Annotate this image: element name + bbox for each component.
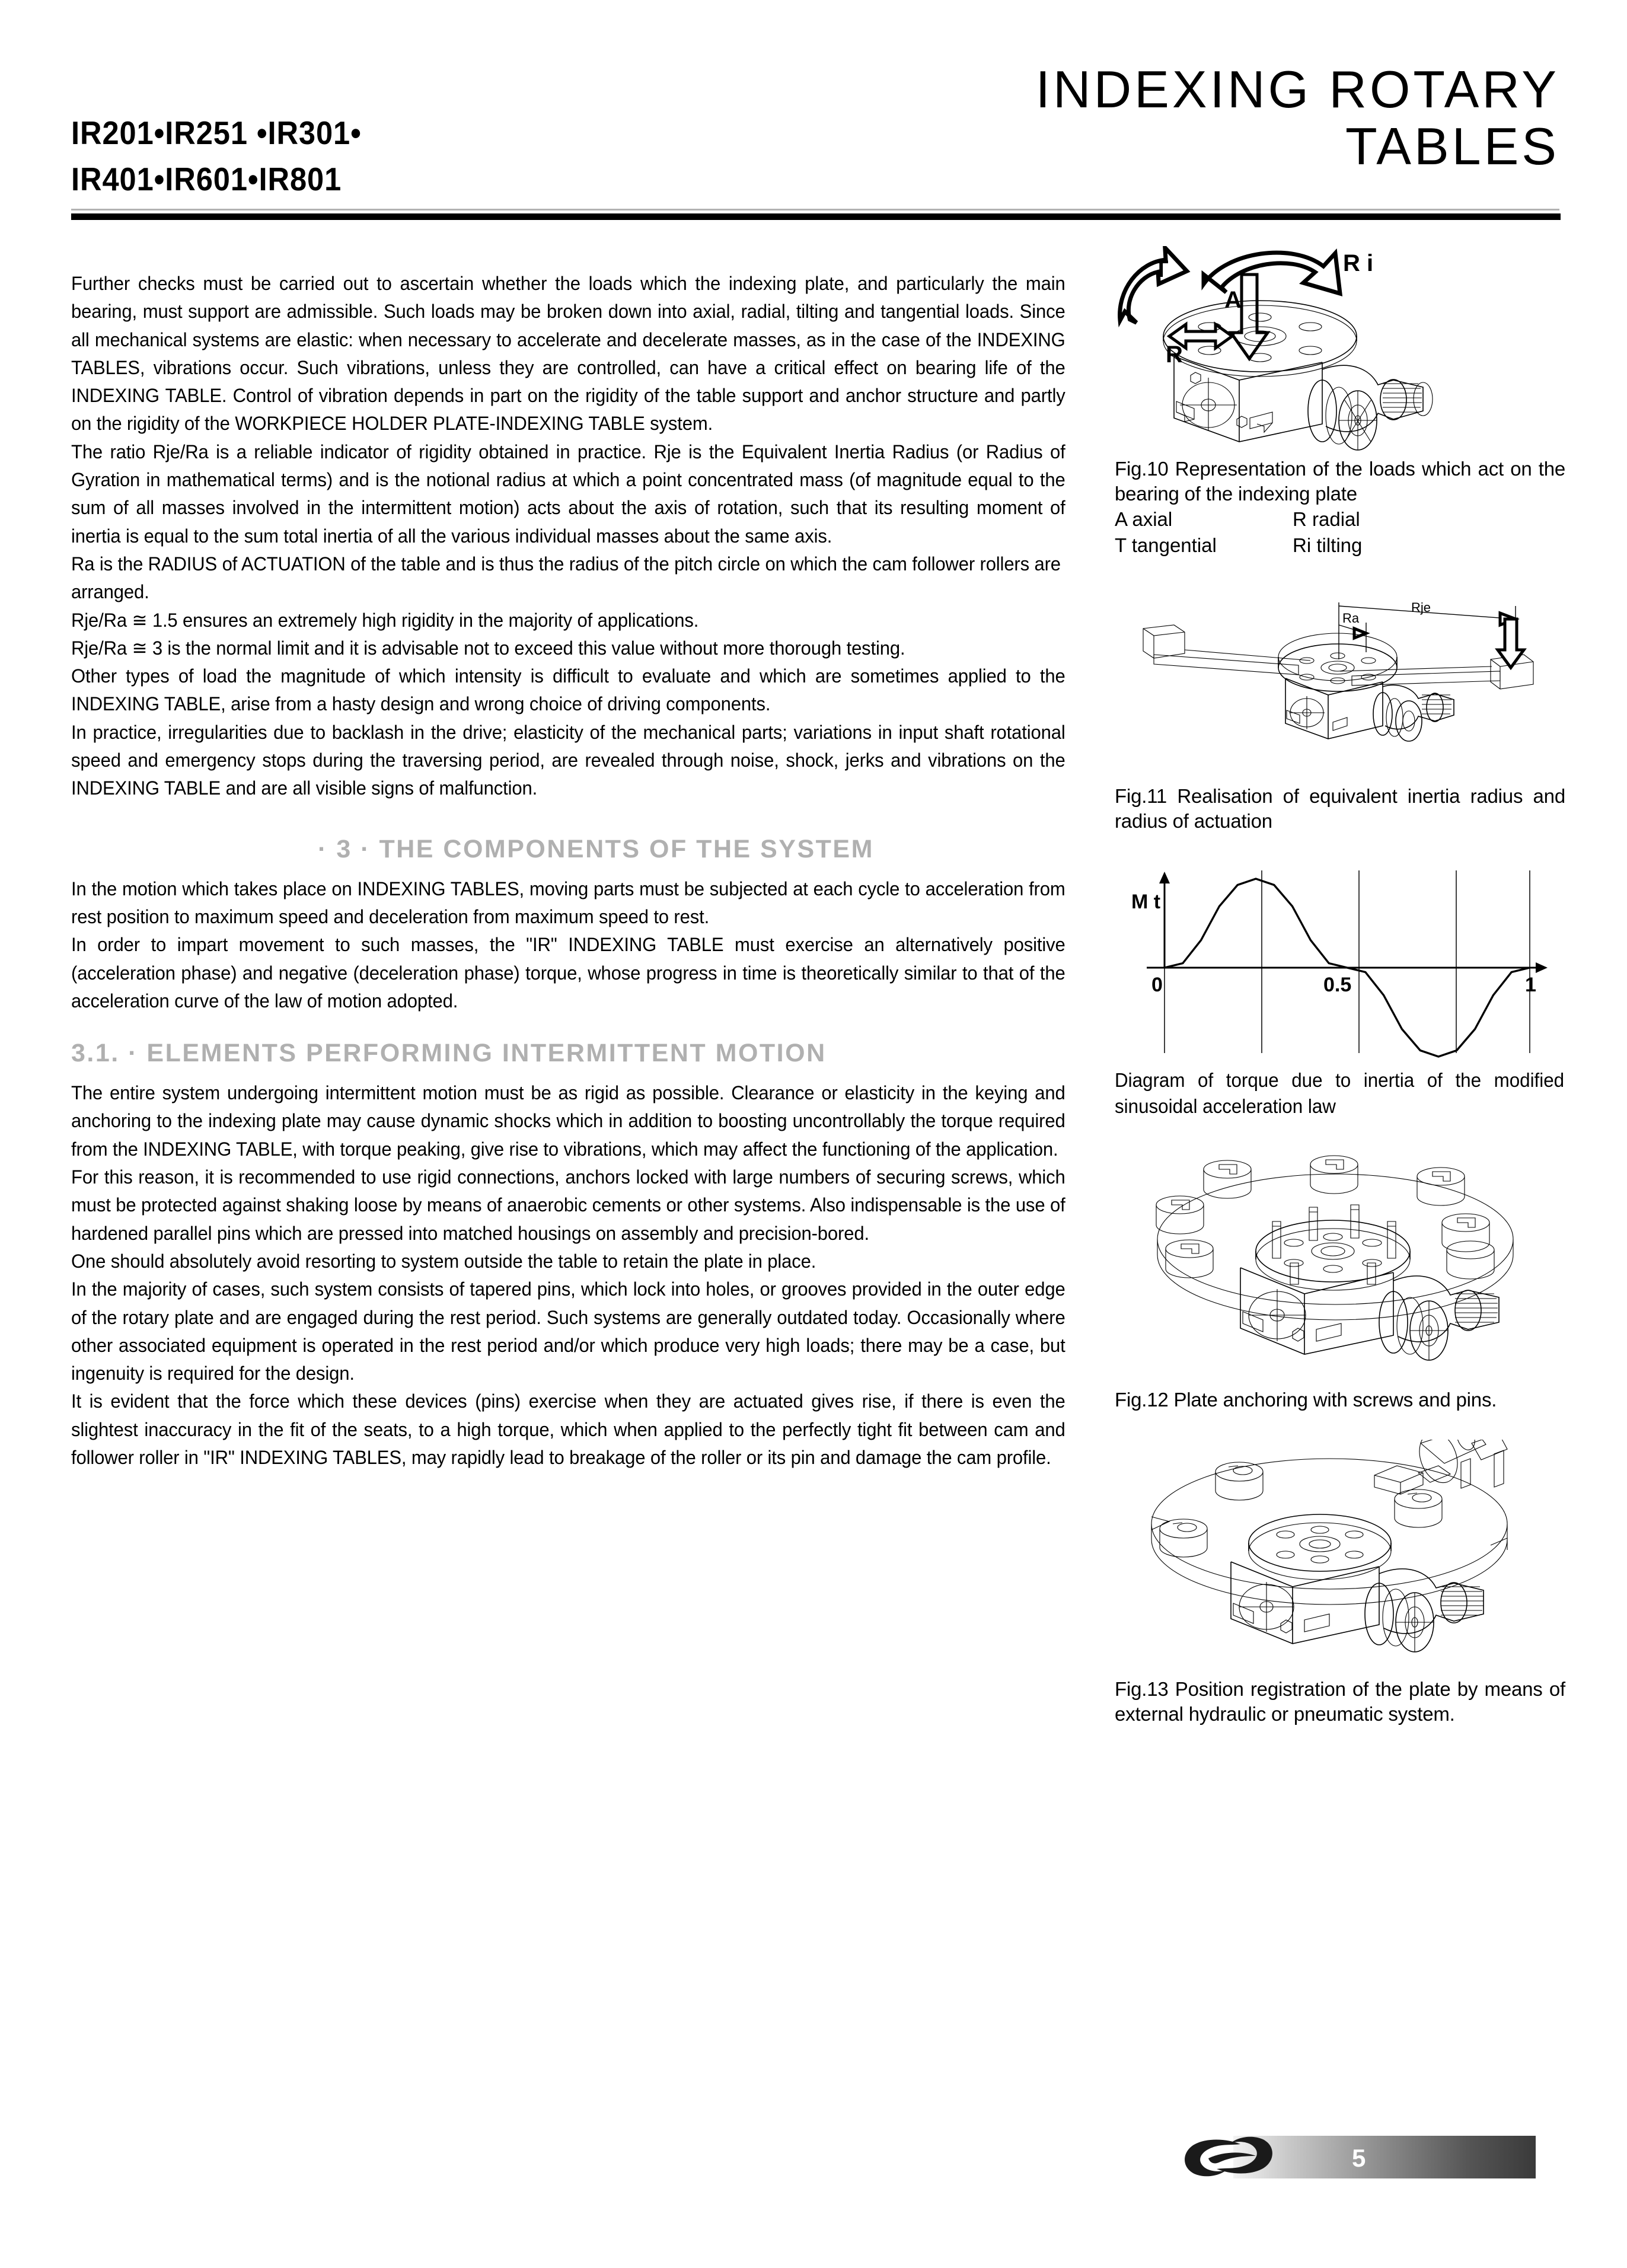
rotary-table-drawing-1 bbox=[1163, 301, 1433, 450]
figure-13-artwork bbox=[1115, 1440, 1565, 1677]
torque-diagram bbox=[1115, 866, 1565, 1119]
model-code-line-1: IR201•IR251 •IR301• bbox=[71, 114, 362, 151]
paragraph-14: It is evident that the force which these devices (pins) exercise when they are actuated gives rise, if there is even the slightest inaccuracy in the fit of the seats, to a high torque, which when applied to the perfectly tight fit between cam and follower roller in "IR" INDEXING TABLES, may rapidly lead to breakage of the roller or its pin and damage the cam profile. bbox=[71, 1390, 1065, 1468]
figure-11-artwork bbox=[1115, 588, 1565, 784]
page-footer bbox=[1174, 2129, 1536, 2183]
figure-10 bbox=[1115, 246, 1565, 559]
figure-10-artwork bbox=[1115, 246, 1565, 457]
torque-diagram-caption: Diagram of torque due to inertia of the modified sinusoidal acceleration law bbox=[1115, 1069, 1565, 1117]
pin-bosses bbox=[1160, 1462, 1442, 1557]
model-code-line-2: IR401•IR601•IR801 bbox=[71, 161, 342, 197]
page-number: 5 bbox=[1352, 2144, 1366, 2172]
figure-11-label-rje: Rje bbox=[1411, 600, 1431, 615]
chart-xtick-0: 0 bbox=[1151, 974, 1163, 996]
company-logo-icon bbox=[1174, 2127, 1287, 2186]
legend-radial: R radial bbox=[1293, 508, 1360, 530]
figure-10-label-tilting: R i bbox=[1343, 250, 1374, 276]
paragraph-13: In the majority of cases, such system consists of tapered pins, which lock into holes, or grooves provided in the outer edge of the rotary plate and are engaged during the rest period. Such systems are generally outdated today. Occasionally where other associated equipment is operated in the rest period and/or which produce very high loads; there may be a case, but ingenuity is required for the design. bbox=[71, 1278, 1065, 1385]
paragraph-7: In practice, irregularities due to backlash in the drive; elasticity of the mechanical parts; variations in input shaft rotational speed and emergency stops during the traversing period, are revealed through noise, shock, jerks and vibrations on the INDEXING TABLE and are all visible signs of malfunction. bbox=[71, 721, 1065, 799]
hydraulic-cylinder bbox=[1374, 1440, 1507, 1494]
figure-11-label-ra: Ra bbox=[1342, 611, 1360, 626]
paragraph-4: Rje/Ra ≅ 1.5 ensures an extremely high rigidity in the majority of applications. bbox=[71, 609, 699, 631]
figure-10-legend-row-1 bbox=[1115, 506, 1565, 532]
header-rule-thin bbox=[71, 209, 1559, 210]
page-header bbox=[71, 60, 1559, 219]
figure-12-artwork bbox=[1115, 1150, 1565, 1387]
chart-gridlines bbox=[1262, 870, 1530, 1053]
main-text-column bbox=[71, 270, 1067, 1472]
chart-ylabel: M t bbox=[1131, 891, 1161, 913]
figure-11 bbox=[1115, 588, 1565, 834]
figure-10-caption: Fig.10 Representation of the loads which act on the bearing of the indexing plate bbox=[1115, 458, 1565, 505]
paragraph-11: For this reason, it is recommended to use rigid connections, anchors locked with large numbers of securing screws, which must be protected against shaking loose by means of anaerobic cements or other systems. Also indispensable is the use of hardened parallel pins which are pressed into matched housings on assembly and precision-bored. bbox=[71, 1166, 1065, 1244]
figure-12 bbox=[1115, 1150, 1565, 1412]
legend-tangential: T tangential bbox=[1115, 534, 1217, 556]
chart-xtick-1: 1 bbox=[1525, 974, 1536, 996]
paragraph-6: Other types of load the magnitude of which intensity is difficult to evaluate and which are sometimes applied to the INDEXING TABLE, arise from a hasty design and wrong choice of driving components. bbox=[71, 665, 1065, 715]
page-title bbox=[1036, 61, 1559, 175]
paragraph-3: Ra is the RADIUS of ACTUATION of the table and is thus the radius of the pitch circle on which the cam follower rollers are arranged. bbox=[71, 553, 1061, 603]
paragraph-8: In the motion which takes place on INDEXING TABLES, moving parts must be subjected at each cycle to acceleration from rest position to maximum speed and deceleration from maximum speed to rest. bbox=[71, 878, 1065, 927]
model-code-list bbox=[71, 110, 362, 202]
paragraph-1: Further checks must be carried out to ascertain whether the loads which the indexing plate, and particularly the main bearing, must support are admissible. Such loads may be broken down into axial, radial, tilting and tangential loads. Since all mechanical systems are elastic: when necessary to accelerate and decelerate masses, as in the case of the INDEXING TABLES, vibrations occur. Such vibrations, unless they are controlled, can have a critical effect on bearing life of the INDEXING TABLE. Control of vibration depends in part on the rigidity of the table support and anchor structure and partly on the rigidity of the WORKPIECE HOLDER PLATE-INDEXING TABLE system. bbox=[71, 273, 1065, 435]
chart-y-axis bbox=[1159, 872, 1170, 1053]
chart-xtick-0-5: 0.5 bbox=[1323, 974, 1352, 996]
paragraph-9: In order to impart movement to such masses, the "IR" INDEXING TABLE must exercise an alternatively positive (acceleration phase) and negative (deceleration phase) torque, whose progress in time is theoretically similar to that of the acceleration curve of the law of motion adopted. bbox=[71, 934, 1065, 1012]
torque-diagram-artwork bbox=[1115, 866, 1565, 1067]
section-heading-3-1: 3.1. · ELEMENTS PERFORMING INTERMITTENT MOTION bbox=[71, 1039, 827, 1068]
figure-10-legend-row-2 bbox=[1115, 532, 1565, 559]
figure-11-caption: Fig.11 Realisation of equivalent inertia radius and radius of actuation bbox=[1115, 785, 1565, 832]
figure-13 bbox=[1115, 1440, 1565, 1727]
legend-axial: A axial bbox=[1115, 508, 1173, 530]
paragraph-5: Rje/Ra ≅ 3 is the normal limit and it is advisable not to exceed this value without more thorough testing. bbox=[71, 637, 905, 659]
paragraph-2: The ratio Rje/Ra is a reliable indicator of rigidity obtained in practice. Rje is the Equivalent Inertia Radius (or Radius of Gyration in mathematical terms) and is the notional radius at which a point concentrated mass (of magnitude equal to the sum of all masses involved in the intermittent motion) acts about the axis of rotation, such that its resulting moment of inertia is equal to the sum total inertia of all the various individual masses about the same axis. bbox=[71, 441, 1065, 547]
figure-12-caption: Fig.12 Plate anchoring with screws and pins. bbox=[1115, 1389, 1497, 1411]
paragraph-12: One should absolutely avoid resorting to system outside the table to retain the plate in place. bbox=[71, 1250, 816, 1272]
figure-10-label-tangential: T bbox=[1154, 256, 1169, 282]
page-title-line-2: TABLES bbox=[1345, 117, 1559, 176]
figure-10-label-radial: R bbox=[1166, 342, 1183, 368]
figure-13-caption: Fig.13 Position registration of the plate by means of external hydraulic or pneumatic system. bbox=[1115, 1678, 1565, 1725]
section-heading-3: · 3 · THE COMPONENTS OF THE SYSTEM bbox=[318, 834, 874, 863]
page-title-line-1: INDEXING ROTARY bbox=[1035, 60, 1559, 119]
legend-tilting: Ri tilting bbox=[1293, 534, 1363, 556]
header-rule-thick bbox=[71, 213, 1561, 220]
rotary-table-drawing-3 bbox=[1240, 1205, 1499, 1360]
figures-column bbox=[1115, 246, 1565, 1730]
figure-10-label-axial: A bbox=[1224, 287, 1242, 313]
paragraph-10: The entire system undergoing intermittent motion must be as rigid as possible. Clearance or elasticity in the keying and anchoring to the indexing plate may cause dynamic shocks which in addition to boosting uncontrollably the torque required from the INDEXING TABLE, with torque peaking, give rise to vibrations, which may affect the functioning of the application. bbox=[71, 1082, 1065, 1160]
rotary-table-drawing-4 bbox=[1231, 1514, 1484, 1652]
